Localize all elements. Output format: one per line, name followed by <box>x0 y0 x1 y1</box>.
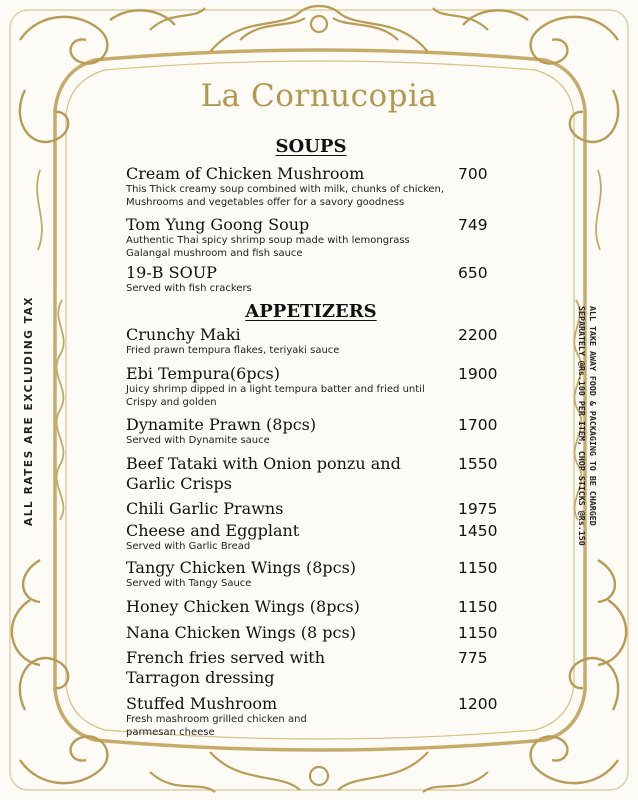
item-description: Fresh mashroom grilled chicken and parmesan cheese <box>126 714 307 738</box>
menu-item <box>126 597 456 617</box>
menu-item <box>126 215 456 260</box>
item-price: 1200 <box>458 695 498 713</box>
item-name: Chili Garlic Prawns <box>126 499 284 518</box>
menu-item <box>126 623 456 643</box>
item-name: Honey Chicken Wings (8pcs) <box>126 597 360 616</box>
item-name: Cream of Chicken Mushroom <box>126 164 365 183</box>
tax-note: ALL RATES ARE EXCLUDING TAX <box>23 295 35 526</box>
menu-item <box>126 499 456 519</box>
item-name: Tom Yung Goong Soup <box>126 215 310 234</box>
item-name: Tangy Chicken Wings (8pcs) <box>126 558 357 577</box>
menu-item <box>126 694 456 739</box>
item-price: 775 <box>458 649 488 667</box>
item-name: Cheese and Eggplant <box>126 521 300 540</box>
section-heading-soups: SOUPS <box>275 136 347 157</box>
item-name: Beef Tataki with Onion ponzu and Garlic Crisps <box>126 454 401 493</box>
item-description: Served with fish crackers <box>126 283 252 294</box>
item-price: 1975 <box>458 500 498 518</box>
item-price: 749 <box>458 216 488 234</box>
item-name: Ebi Tempura(6pcs) <box>126 364 281 383</box>
item-price: 1700 <box>458 416 498 434</box>
item-description: Authentic Thai spicy shrimp soup made with lemongrass Galangal mushroom and fish sauce <box>126 235 410 259</box>
item-name: Nana Chicken Wings (8 pcs) <box>126 623 356 642</box>
menu-item <box>126 415 456 448</box>
takeaway-note-line: ALL TAKE AWAY FOOD & PACKAGING TO BE CHARGED <box>588 306 598 526</box>
item-price: 1450 <box>458 522 498 540</box>
item-name: Dynamite Prawn (8pcs) <box>126 415 317 434</box>
takeaway-note-line: SEPARATELY @Rs.100 PER ITEM, CHOP STICKS @Rs.150 <box>577 306 588 546</box>
item-price: 700 <box>458 165 488 183</box>
menu-item <box>126 364 456 409</box>
takeaway-note <box>577 306 598 546</box>
item-description: Served with Tangy Sauce <box>126 578 252 589</box>
restaurant-title: La Cornucopia <box>200 78 438 114</box>
menu-item <box>126 648 456 688</box>
item-price: 1150 <box>458 598 498 616</box>
section-heading-appetizers: APPETIZERS <box>245 301 377 322</box>
item-name: Crunchy Maki <box>126 325 241 344</box>
item-price: 1900 <box>458 365 498 383</box>
item-description: Juicy shrimp dipped in a light tempura batter and fried until Crispy and golden <box>126 384 425 408</box>
menu-item <box>126 521 456 554</box>
menu-item <box>126 558 456 591</box>
item-name: Stuffed Mushroom <box>126 694 278 713</box>
item-price: 1550 <box>458 455 498 473</box>
menu-item <box>126 454 456 494</box>
item-price: 650 <box>458 264 488 282</box>
menu-item <box>126 263 456 296</box>
menu-item <box>126 325 456 358</box>
item-name: French fries served with Tarragon dressing <box>126 648 326 687</box>
item-description: Served with Dynamite sauce <box>126 435 270 446</box>
item-description: Fried prawn tempura flakes, teriyaki sauce <box>126 345 340 356</box>
item-description: This Thick creamy soup combined with milk, chunks of chicken, Mushrooms and vegetables offer for a savory goodness <box>126 184 445 208</box>
item-price: 1150 <box>458 559 498 577</box>
item-price: 1150 <box>458 624 498 642</box>
menu-item <box>126 164 456 209</box>
item-price: 2200 <box>458 326 498 344</box>
item-name: 19-B SOUP <box>126 263 217 282</box>
item-description: Served with Garlic Bread <box>126 541 251 552</box>
